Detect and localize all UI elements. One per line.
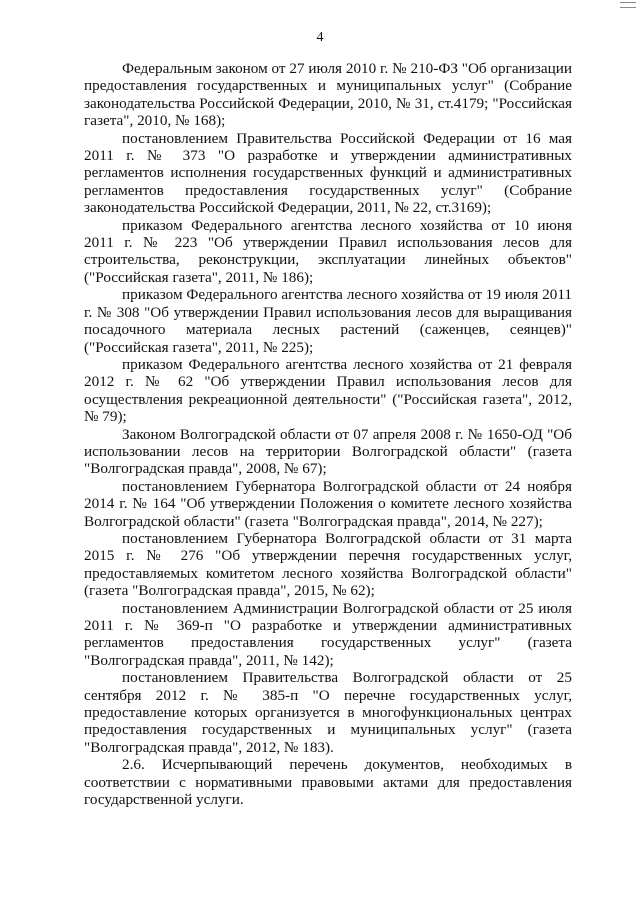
section-paragraph: 2.6. Исчерпывающий перечень документов, необходимых в соответствии с нормативными правовыми актами для предоставления государственной услуги. [84, 756, 572, 809]
legal-reference-paragraph: постановлением Правительства Волгоградской области от 25 сентября 2012 г. № 385-п "О перечне государственных услуг, предоставление которых организуется в многофункциональных центрах предоставления государственных и муниципальных услуг" (газета "Волгоградская правда", 2012, № 183). [84, 669, 572, 756]
legal-reference-paragraph: Федеральным законом от 27 июля 2010 г. № 210-ФЗ "Об организации предоставления государственных и муниципальных услуг" (Собрание законодательства Российской Федерации, 2010, № 31, ст.4179; "Российская газета", 2010, № 168); [84, 60, 572, 130]
page-number: 4 [316, 30, 324, 45]
legal-reference-paragraph: постановлением Правительства Российской Федерации от 16 мая 2011 г. № 373 "О разработке и утверждении административных регламентов исполнения государственных функций и административных регламентов предоставления государственных услуг" (Собрание законодательства Российской Федерации, 2011, № 22, ст.3169); [84, 129, 572, 217]
legal-reference-paragraph: Законом Волгоградской области от 07 апреля 2008 г. № 1650-ОД "Об использовании лесов на территории Волгоградской области" (газета "Волгоградская правда", 2008, № 67); [84, 425, 572, 478]
legal-reference-paragraph: приказом Федерального агентства лесного хозяйства от 19 июля 2011 г. № 308 "Об утверждении Правил использования лесов для выращивания посадочного материала лесных растений (саженцев, сеянцев)" ("Российская газета", 2011, № 225); [84, 286, 572, 356]
document-body [84, 60, 572, 808]
legal-reference-paragraph: приказом Федерального агентства лесного хозяйства от 10 июня 2011 г. № 223 "Об утверждении Правил использования лесов для строительства, реконструкции, эксплуатации линейных объектов" ("Российская газета", 2011, № 186); [84, 216, 572, 286]
legal-reference-paragraph: приказом Федерального агентства лесного хозяйства от 21 февраля 2012 г. № 62 "Об утверждении Правил использования лесов для осуществления рекреационной деятельности" ("Российская газета", 2012, № 79); [84, 355, 572, 426]
legal-reference-paragraph: постановлением Губернатора Волгоградской области от 24 ноября 2014 г. № 164 "Об утверждении Положения о комитете лесного хозяйства Волгоградской области" (газета "Волгоградская правда", 2014, № 227); [84, 477, 572, 530]
legal-reference-paragraph: постановлением Губернатора Волгоградской области от 31 марта 2015 г. № 276 "Об утверждении перечня государственных услуг, предоставляемых комитетом лесного хозяйства Волгоградской области" (газета "Волгоградская правда", 2015, № 62); [84, 529, 572, 600]
scan-corner-mark [620, 2, 636, 8]
legal-reference-paragraph: постановлением Администрации Волгоградской области от 25 июля 2011 г. № 369-п "О разработке и утверждении административных регламентов предоставления государственных услуг" (газета "Волгоградская правда", 2011, № 142); [84, 599, 572, 669]
